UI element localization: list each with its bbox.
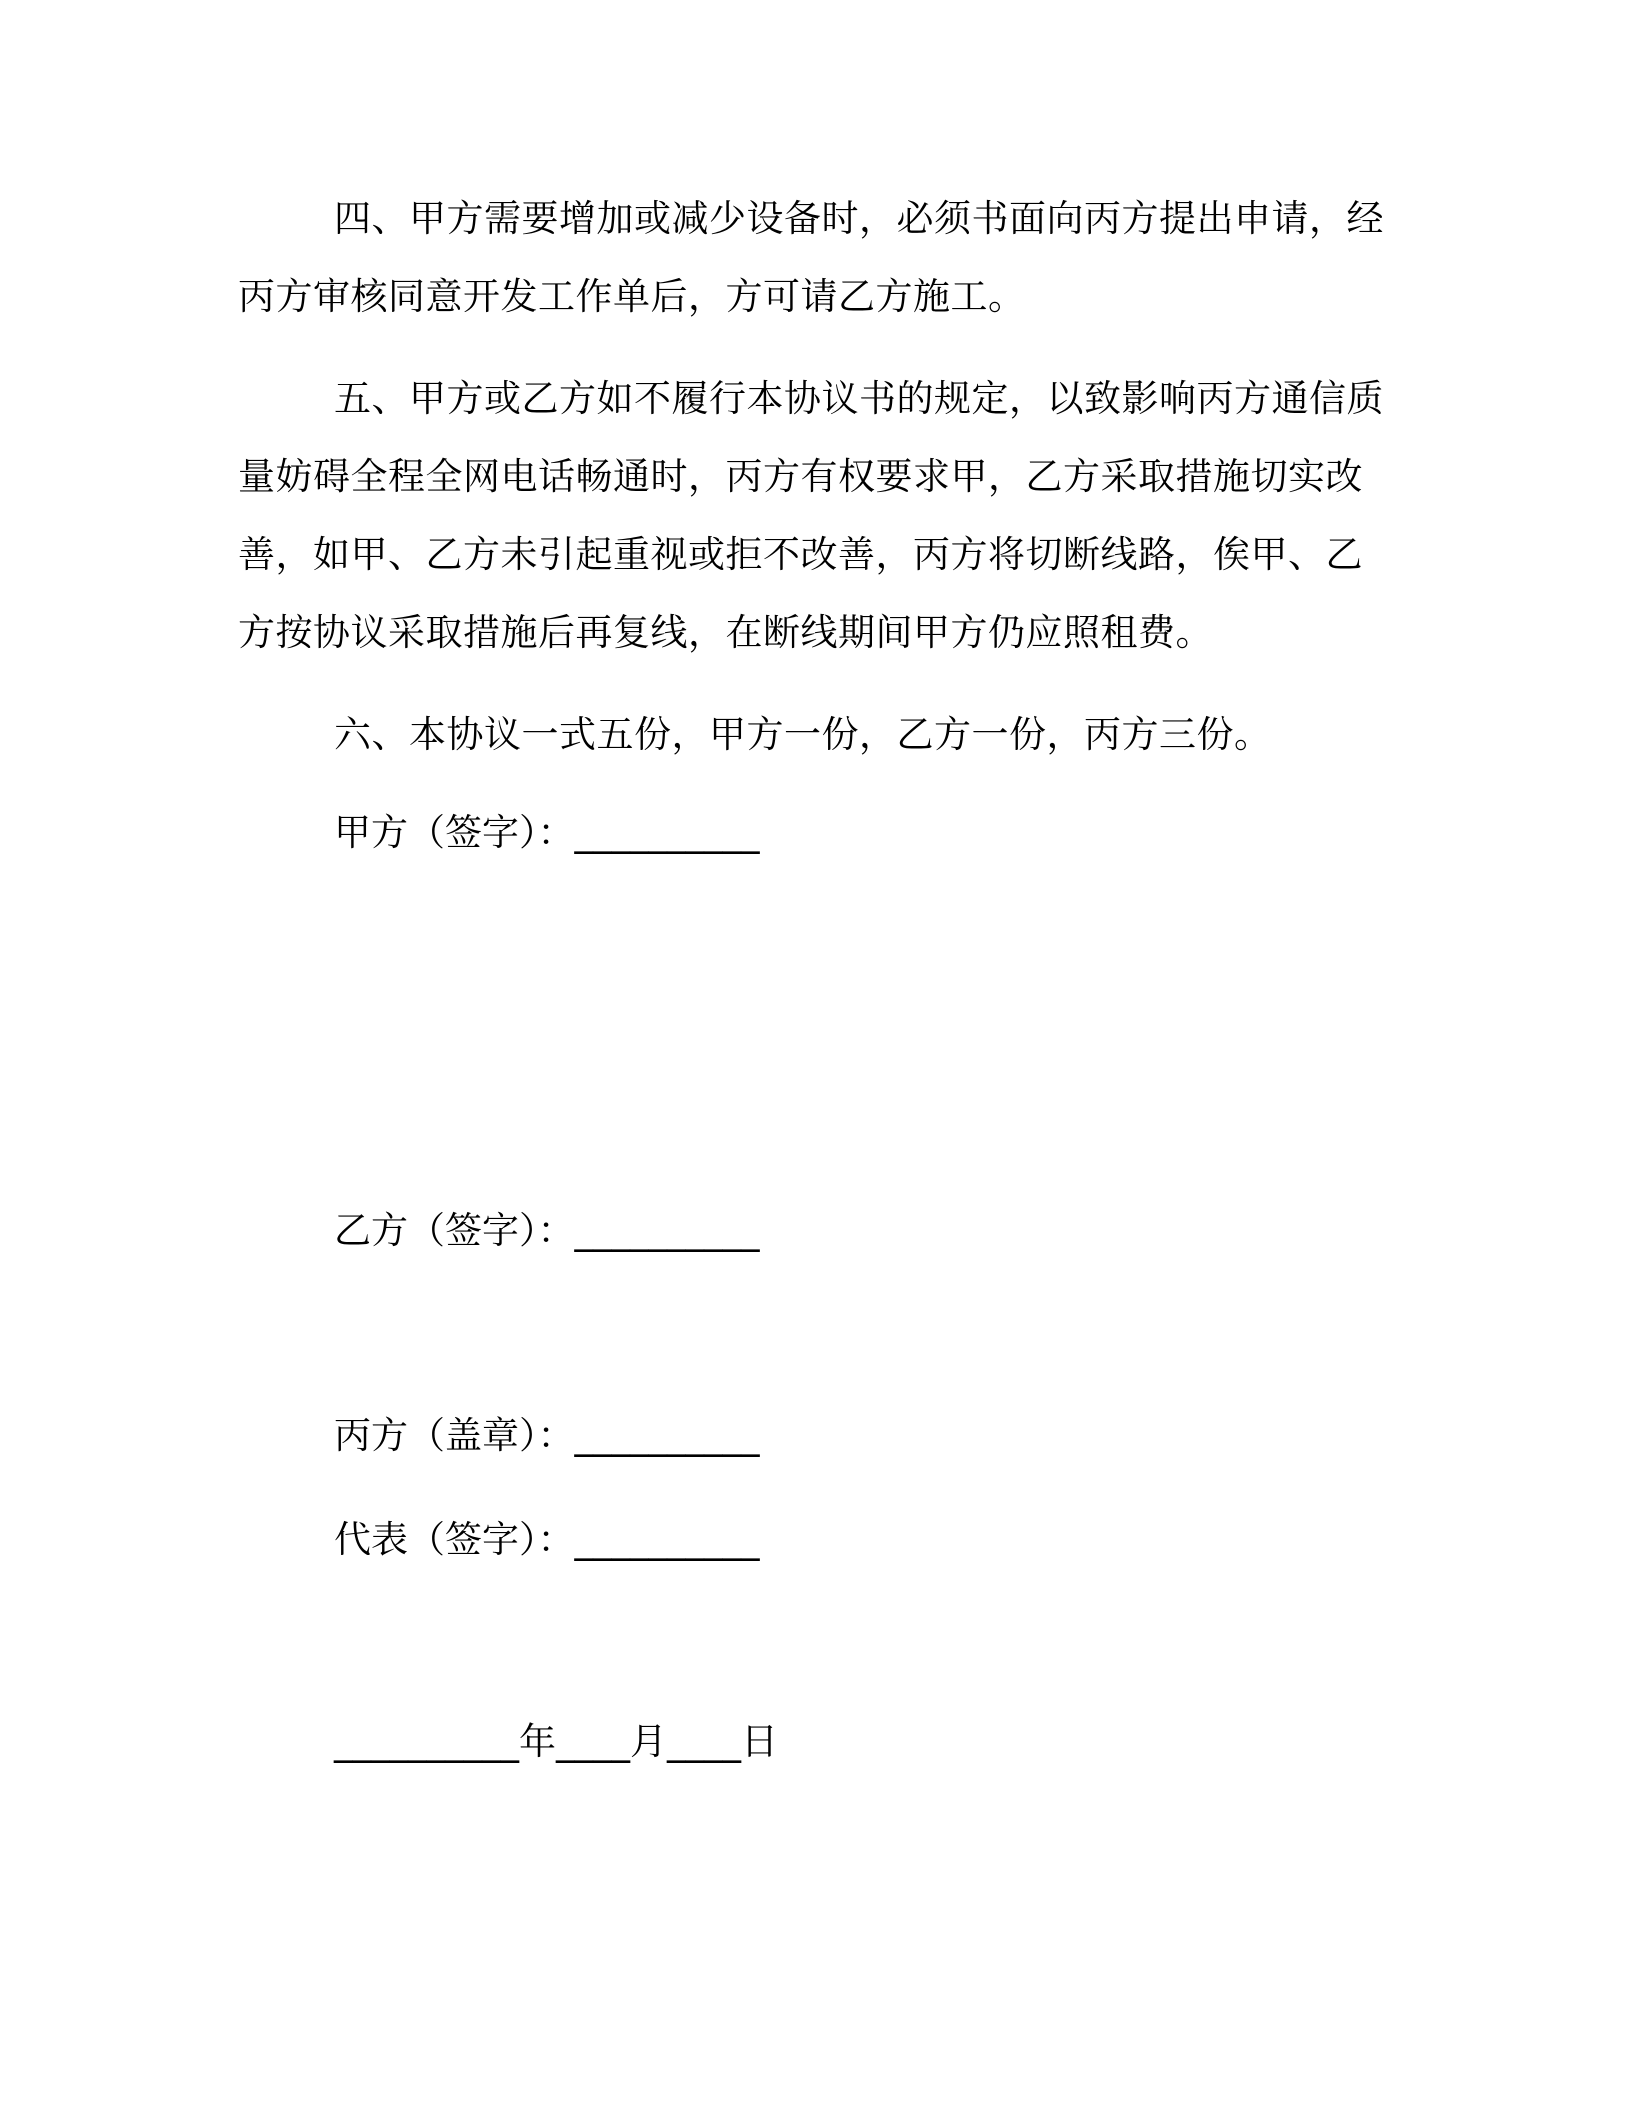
clause-five [238,360,1388,672]
party-a-signature-line: 甲方（签字）：__________ [334,811,760,854]
clause-five-line-1: 五、甲方或乙方如不履行本协议书的规定，以致影响丙方通信质 [334,377,1384,420]
clause-four-line-2: 丙方审核同意开发工作单后，方可请乙方施工。 [238,275,1026,318]
clause-six-line-1: 六、本协议一式五份，甲方一份，乙方一份，丙方三份。 [334,713,1272,756]
clause-four-line-1: 四、甲方需要增加或减少设备时，必须书面向丙方提出申请，经 [334,197,1384,240]
representative-signature-line: 代表（签字）：__________ [334,1518,760,1561]
clause-four [238,180,1388,336]
clause-six [238,696,1388,774]
clause-five-line-2: 量妨碍全程全网电话畅通时，丙方有权要求甲，乙方采取措施切实改 [238,455,1363,498]
party-b-signature-line: 乙方（签字）：__________ [334,1209,760,1252]
date-line: __________年____月____日 [334,1720,778,1763]
party-c-seal-line: 丙方（盖章）：__________ [334,1414,760,1457]
clause-five-line-4: 方按协议采取措施后再复线，在断线期间甲方仍应照租费。 [238,611,1213,654]
clause-five-line-3: 善，如甲、乙方未引起重视或拒不改善，丙方将切断线路，俟甲、乙 [238,533,1363,576]
